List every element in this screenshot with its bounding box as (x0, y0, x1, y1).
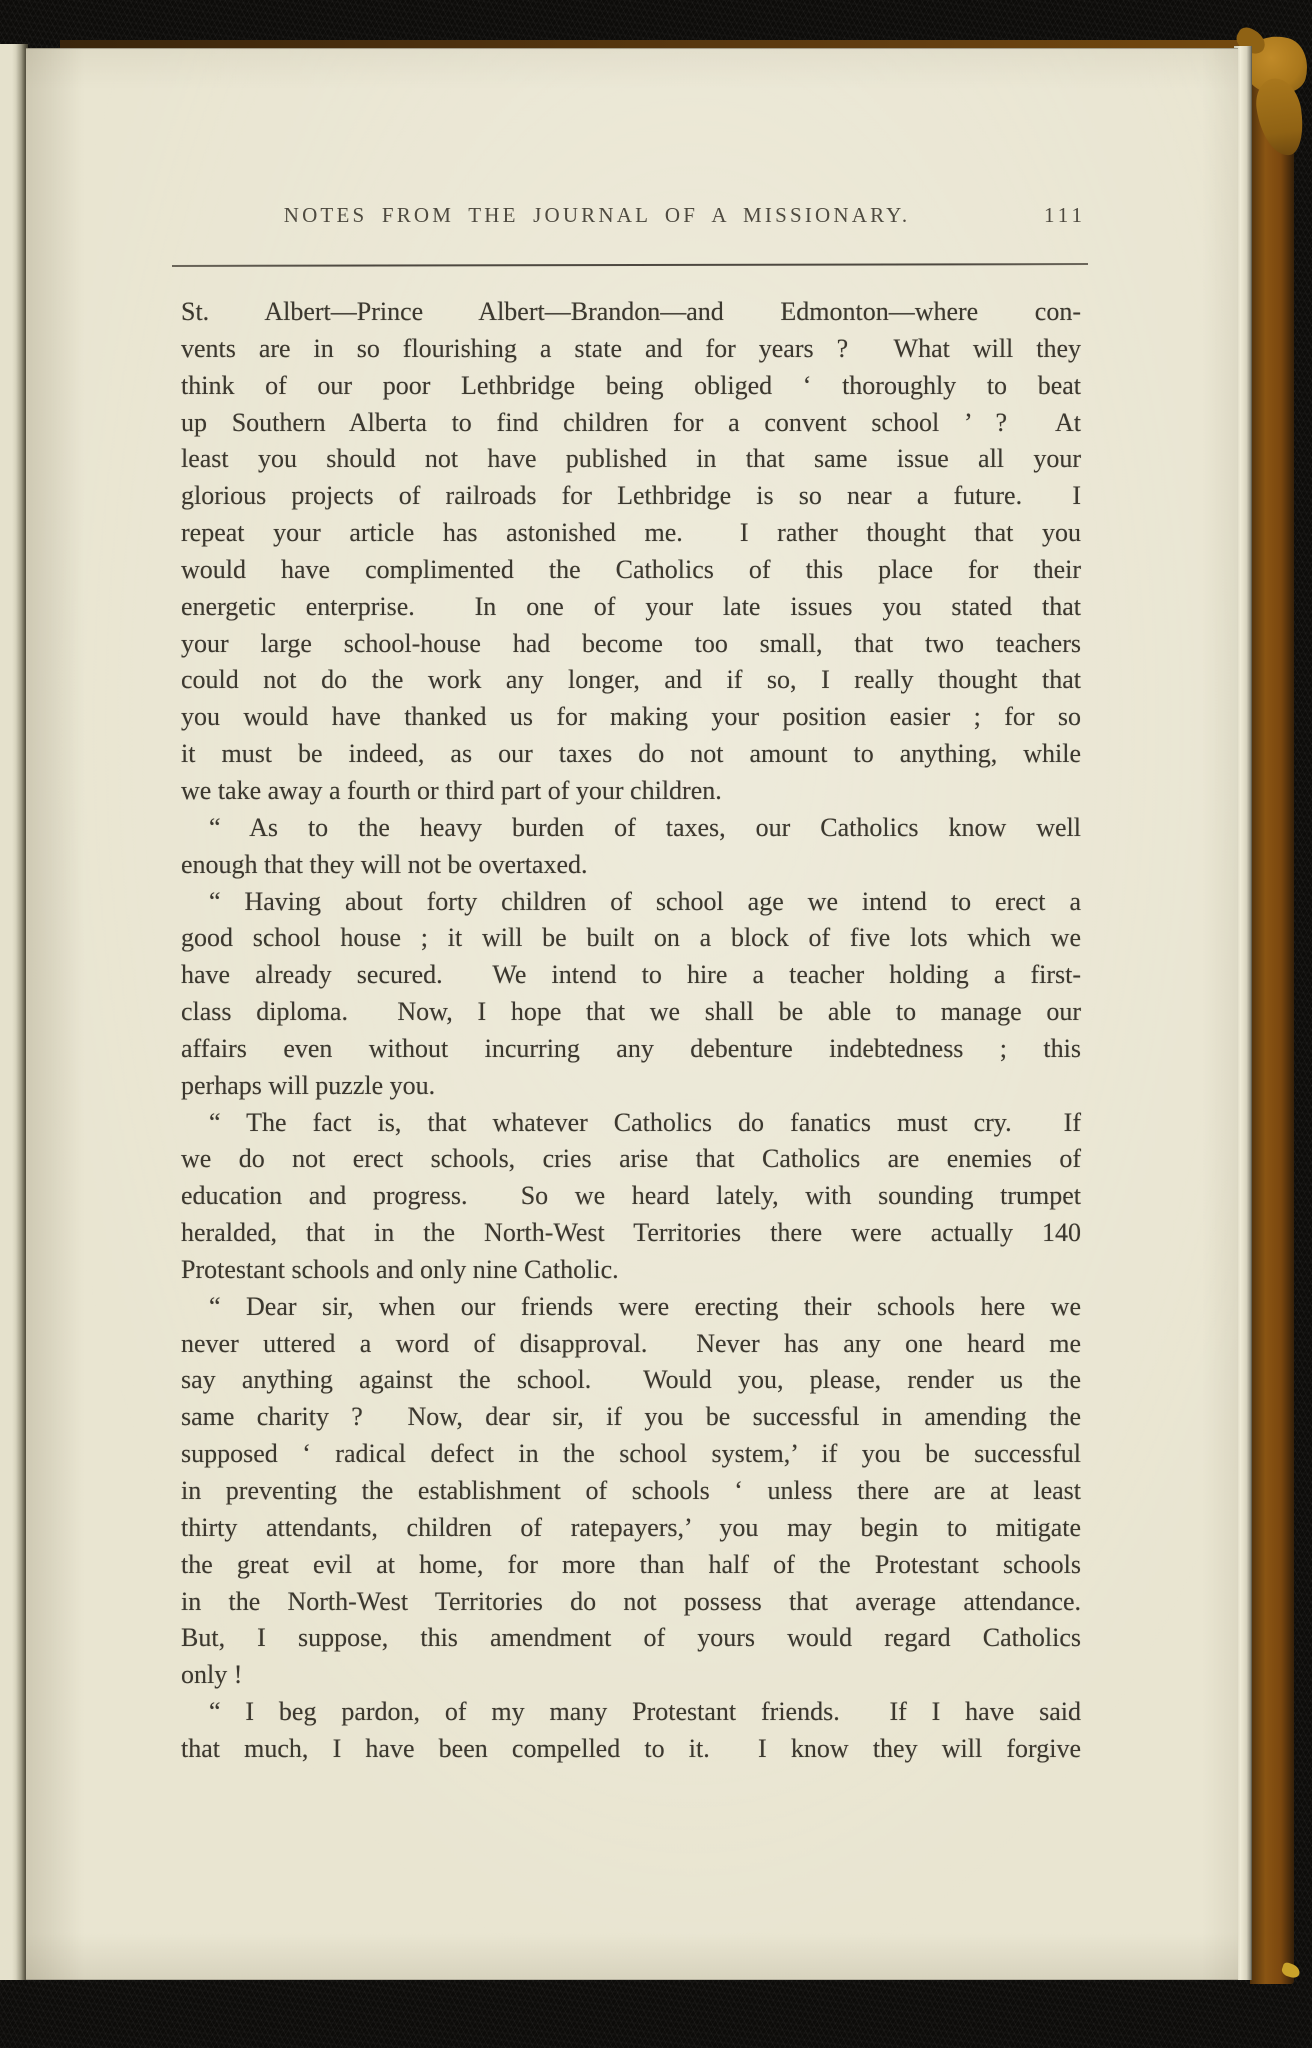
text-line: heralded, that in the North-West Territories there were actually 140 (181, 1218, 1081, 1248)
header-divider-rule (172, 263, 1088, 267)
text-line: “ As to the heavy burden of taxes, our Catholics know well (209, 812, 1081, 842)
text-line: never uttered a word of disapproval. Never has any one heard me (181, 1328, 1081, 1358)
book-cover-right-edge (1250, 44, 1294, 1984)
text-line: perhaps will puzzle you. (181, 1070, 436, 1100)
text-line: St. Albert—Prince Albert—Brandon—and Edmonton—where con- (181, 297, 1081, 326)
text-line: the great evil at home, for more than half of the Protestant schools (181, 1549, 1081, 1579)
text-line: “ I beg pardon, of my many Protestant friends. If I have said (209, 1697, 1081, 1727)
text-line: supposed ‘ radical defect in the school system,’ if you be successful (181, 1439, 1081, 1469)
text-line: we do not erect schools, cries arise that Catholics are enemies of (181, 1144, 1081, 1174)
running-head (178, 203, 1086, 228)
text-line: “ Having about forty children of school age we intend to erect a (209, 886, 1081, 916)
text-line: repeat your article has astonished me. I rather thought that you (181, 518, 1081, 548)
text-line: think of our poor Lethbridge being obliged ‘ thoroughly to beat (181, 370, 1081, 400)
text-line: only ! (181, 1660, 243, 1690)
text-line: vents are in so flourishing a state and for years ? What will they (181, 333, 1081, 363)
text-line: class diploma. Now, I hope that we shall be able to manage our (181, 997, 1081, 1027)
text-line: energetic enterprise. In one of your late issues you stated that (181, 591, 1081, 621)
text-line: glorious projects of railroads for Lethbridge is so near a future. I (181, 481, 1081, 511)
text-line: it must be indeed, as our taxes do not amount to anything, while (181, 739, 1081, 769)
text-line: your large school-house had become too small, that two teachers (181, 628, 1081, 658)
page-number: 111 (1044, 203, 1086, 227)
text-line: up Southern Alberta to find children for a convent school ’ ? At (181, 407, 1081, 437)
text-line: could not do the work any longer, and if so, I really thought that (181, 665, 1081, 695)
book-page (26, 48, 1238, 1980)
text-line: that much, I have been compelled to it. I know they will forgive (181, 1733, 1081, 1763)
previous-page-sliver (0, 44, 28, 1980)
text-line: enough that they will not be overtaxed. (181, 849, 588, 879)
text-line: But, I suppose, this amendment of yours would regard Catholics (181, 1623, 1081, 1653)
text-line: Protestant schools and only nine Catholic. (181, 1254, 619, 1284)
body-text (181, 294, 1081, 1768)
text-line: same charity ? Now, dear sir, if you be successful in amending the (181, 1402, 1081, 1432)
text-line: in preventing the establishment of schools ‘ unless there are at least (181, 1476, 1081, 1505)
text-line: education and progress. So we heard lately, with sounding trumpet (181, 1181, 1081, 1211)
page-title: NOTES FROM THE JOURNAL OF A MISSIONARY. (283, 203, 911, 227)
text-line: affairs even without incurring any debenture indebtedness ; this (181, 1033, 1081, 1063)
text-line: have already secured. We intend to hire a teacher holding a first- (181, 960, 1081, 990)
text-line: would have complimented the Catholics of this place for their (181, 554, 1081, 584)
text-line: least you should not have published in that same issue all your (181, 444, 1081, 474)
text-line: good school house ; it will be built on a block of five lots which we (181, 923, 1081, 953)
text-line: in the North-West Territories do not possess that average attendance. (181, 1586, 1081, 1616)
text-line: “ The fact is, that whatever Catholics do fanatics must cry. If (209, 1107, 1081, 1137)
text-line: say anything against the school. Would you, please, render us the (181, 1365, 1081, 1395)
text-line: we take away a fourth or third part of your children. (181, 775, 722, 805)
text-line: “ Dear sir, when our friends were erecting their schools here we (209, 1291, 1081, 1321)
text-line: thirty attendants, children of ratepayers,’ you may begin to mitigate (181, 1512, 1081, 1542)
text-line: you would have thanked us for making your position easier ; for so (181, 702, 1081, 732)
